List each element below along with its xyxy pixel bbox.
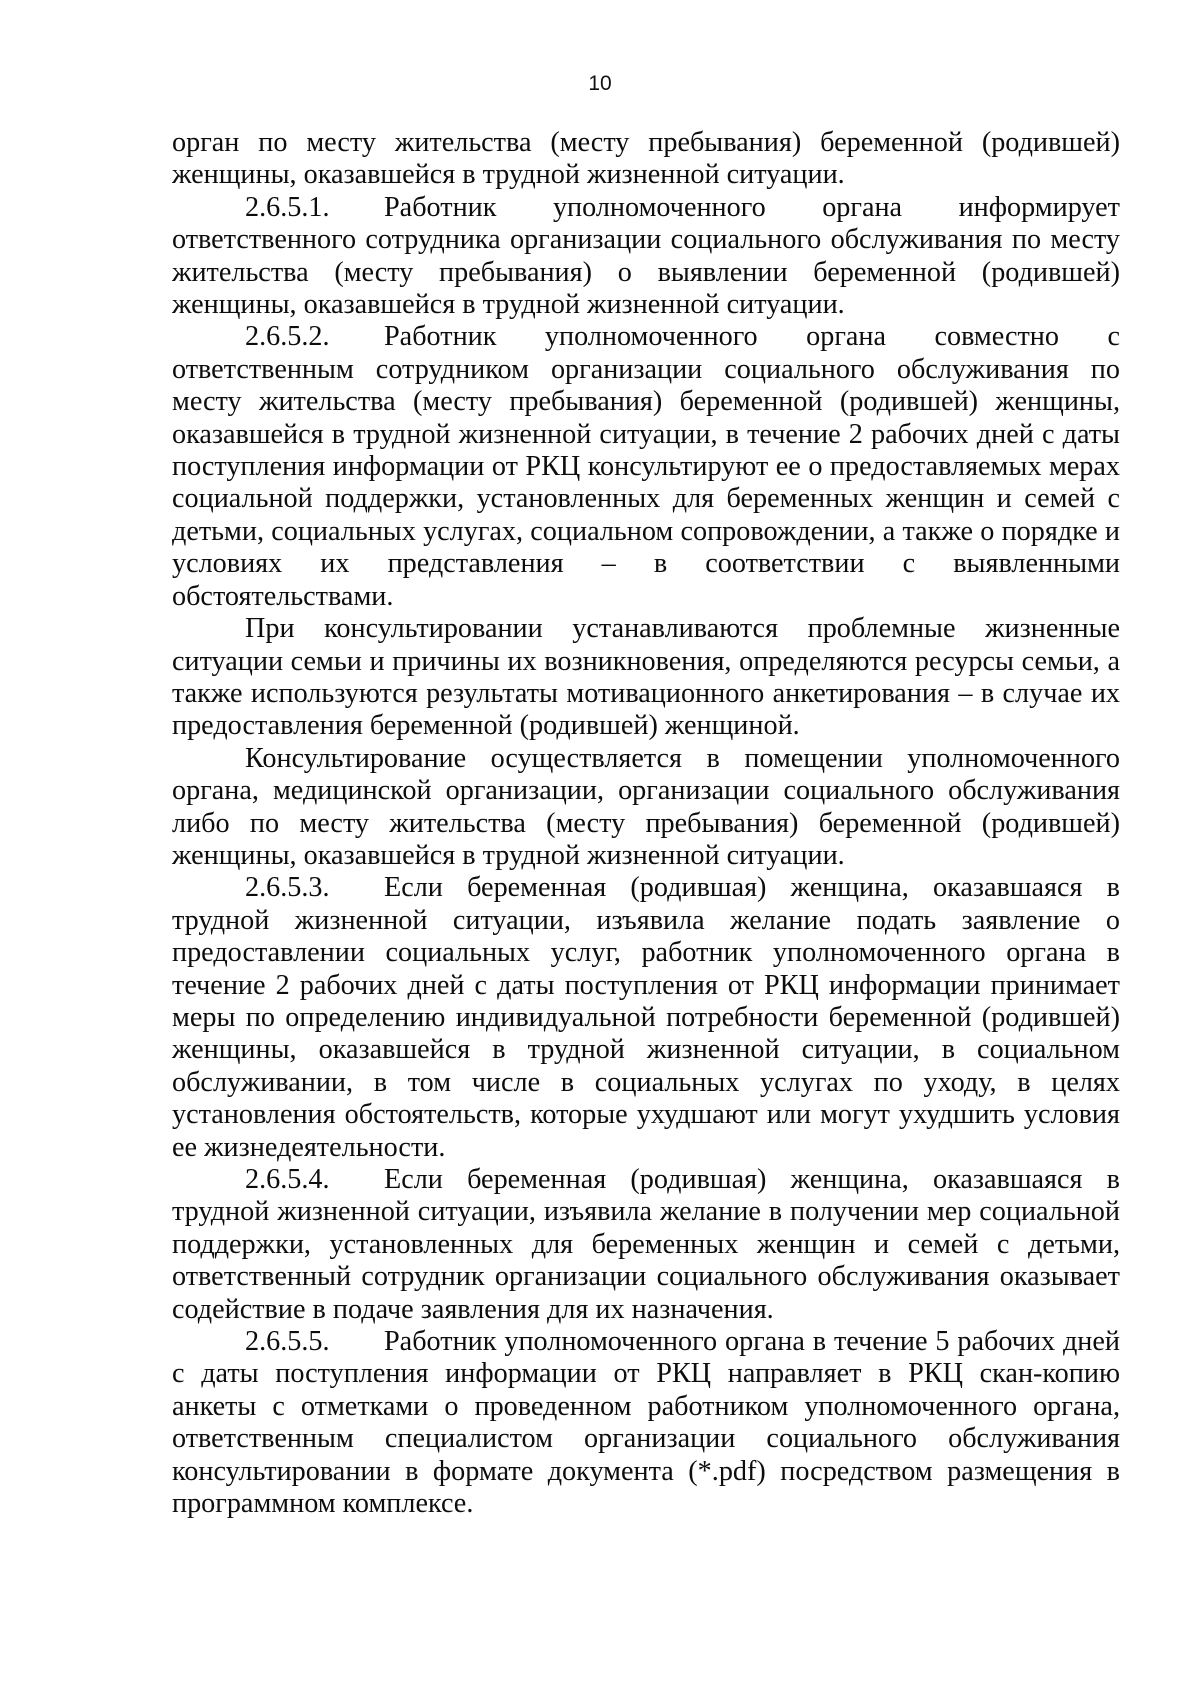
paragraph-text: Если беременная (родившая) женщина, оказавшаяся в трудной жизненной ситуации, изъявила желание подать заявление о предоставлении социальных услуг, работник уполномоченного органа в течение 2 рабочих дней с даты поступления от РКЦ информации принимает меры по определению индивидуальной потребности беременной (родившей) женщины, оказавшейся в трудной жизненной ситуации, в социальном обслуживании, в том числе в социальных услугах по уходу, в целях установления обстоятельств, которые ухудшают или могут ухудшить условия ее жизнедеятельности. [172, 872, 1120, 1163]
clause-2-6-5-3 [172, 872, 1120, 1164]
clause-2-6-5-1 [172, 192, 1120, 322]
clause-number: 2.6.5.3. [245, 872, 330, 904]
paragraph-text: Работник уполномоченного органа информирует ответственного сотрудника организации социального обслуживания по месту жительства (месту пребывания) о выявлении беременной (родившей) женщины, оказавшейся в трудной жизненной ситуации. [172, 191, 1120, 321]
page-number: 10 [588, 72, 612, 95]
paragraph-text: При консультировании устанавливаются проблемные жизненные ситуации семьи и причины их возникновения, определяются ресурсы семьи, а также используются результаты мотивационного анкетирования – в случае их предоставления беременной (родившей) женщиной. [172, 613, 1120, 742]
paragraph-consulting-situations [172, 613, 1120, 743]
clause-number: 2.6.5.4. [245, 1164, 330, 1195]
clause-2-6-5-4 [172, 1164, 1120, 1326]
clause-2-6-5-5 [172, 1326, 1120, 1520]
clause-number: 2.6.5.5. [245, 1326, 330, 1358]
paragraph-continuation [172, 127, 1120, 192]
paragraph-text: орган по месту жительства (месту пребывания) беременной (родившей) женщины, оказавшейся в трудной жизненной ситуации. [172, 127, 1120, 191]
document-body [172, 127, 1120, 1520]
paragraph-text: Если беременная (родившая) женщина, оказавшаяся в трудной жизненной ситуации, изъявила желание в получении мер социальной поддержки, установленных для беременных женщин и семей с детьми, ответственный сотрудник организации социального обслуживания оказывает содействие в подаче заявления для их назначения. [172, 1164, 1120, 1325]
clause-number: 2.6.5.2. [245, 321, 330, 353]
paragraph-text: Работник уполномоченного органа в течение 5 рабочих дней с даты поступления информации от РКЦ направляет в РКЦ скан-копию анкеты с отметками о проведенном работником уполномоченного органа, ответственным специалистом организации социального обслуживания консультировании в формате документа (*.pdf) посредством размещения в программном комплексе. [172, 1326, 1120, 1520]
paragraph-text: Консультирование осуществляется в помещении уполномоченного органа, медицинской организации, организации социального обслуживания либо по месту жительства (месту пребывания) беременной (родившей) женщины, оказавшейся в трудной жизненной ситуации. [172, 742, 1120, 871]
paragraph-text: Работник уполномоченного органа совместно с ответственным сотрудником организации социального обслуживания по месту жительства (месту пребывания) беременной (родившей) женщины, оказавшейся в трудной жизненной ситуации, в течение 2 рабочих дней с даты поступления информации от РКЦ консультируют ее о предоставляемых мерах социальной поддержки, установленных для беременных женщин и семей с детьми, социальных услугах, социальном сопровождении, а также о порядке и условиях их представления – в соответствии с выявленными обстоятельствами. [172, 321, 1120, 612]
paragraph-consulting-place [172, 743, 1120, 873]
clause-number: 2.6.5.1. [245, 191, 330, 223]
clause-2-6-5-2 [172, 321, 1120, 613]
